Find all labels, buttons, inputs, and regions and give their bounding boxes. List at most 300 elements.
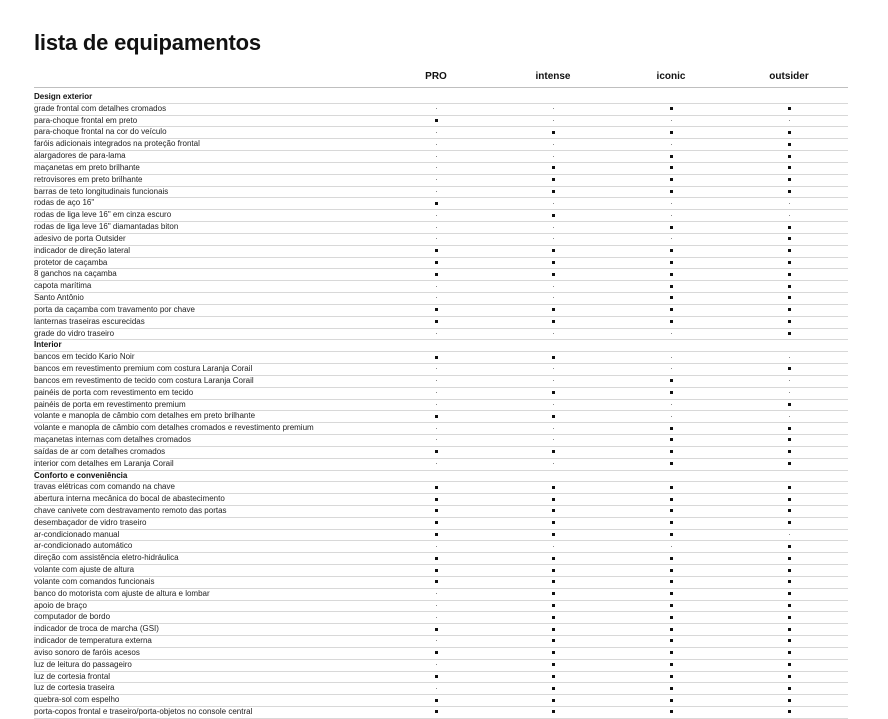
not-available-mark-icon (779, 210, 799, 221)
included-mark-icon (661, 281, 681, 292)
table-row (34, 636, 848, 648)
table-row (34, 565, 848, 577)
included-mark-icon (779, 163, 799, 174)
feature-label: indicador de temperatura externa (34, 636, 152, 646)
not-available-mark-icon (661, 329, 681, 340)
table-row (34, 435, 848, 447)
table-row (34, 695, 848, 707)
included-mark-icon (426, 648, 446, 659)
feature-label: desembaçador de vidro traseiro (34, 517, 147, 527)
column-header-outsider: outsider (769, 71, 809, 82)
included-mark-icon (543, 210, 563, 221)
not-available-mark-icon (779, 116, 799, 127)
feature-label: luz de cortesia traseira (34, 683, 115, 693)
included-mark-icon (426, 707, 446, 718)
not-available-mark-icon (426, 163, 446, 174)
included-mark-icon (661, 447, 681, 458)
included-mark-icon (426, 553, 446, 564)
included-mark-icon (426, 482, 446, 493)
table-row (34, 222, 848, 234)
section-header (34, 471, 848, 483)
table-row (34, 482, 848, 494)
included-mark-icon (661, 222, 681, 233)
included-mark-icon (661, 672, 681, 683)
feature-label: 8 ganchos na caçamba (34, 269, 117, 279)
included-mark-icon (543, 246, 563, 257)
included-mark-icon (426, 246, 446, 257)
included-mark-icon (543, 388, 563, 399)
included-mark-icon (661, 601, 681, 612)
table-row (34, 364, 848, 376)
feature-label: apoio de braço (34, 600, 87, 610)
feature-label: abertura interna mecânica do bocal de abastecimento (34, 494, 225, 504)
feature-label: luz de cortesia frontal (34, 671, 111, 681)
feature-label: volante com comandos funcionais (34, 576, 155, 586)
included-mark-icon (543, 482, 563, 493)
included-mark-icon (661, 258, 681, 269)
column-header-iconic: iconic (656, 71, 686, 82)
feature-label: computador de bordo (34, 612, 111, 622)
not-available-mark-icon (426, 151, 446, 162)
included-mark-icon (543, 127, 563, 138)
not-available-mark-icon (426, 187, 446, 198)
not-available-mark-icon (426, 435, 446, 446)
feature-label: rodas de liga leve 16" diamantadas biton (34, 222, 179, 232)
feature-label: aviso sonoro de faróis acesos (34, 647, 140, 657)
not-available-mark-icon (661, 364, 681, 375)
included-mark-icon (426, 411, 446, 422)
not-available-mark-icon (543, 423, 563, 434)
included-mark-icon (426, 305, 446, 316)
not-available-mark-icon (426, 281, 446, 292)
table-row (34, 293, 848, 305)
column-header-intense: intense (535, 71, 571, 82)
not-available-mark-icon (543, 293, 563, 304)
included-mark-icon (779, 246, 799, 257)
table-row (34, 577, 848, 589)
included-mark-icon (779, 281, 799, 292)
table-row (34, 234, 848, 246)
feature-label: bancos em tecido Kario Noir (34, 352, 135, 362)
included-mark-icon (426, 518, 446, 529)
not-available-mark-icon (426, 234, 446, 245)
table-row (34, 175, 848, 187)
not-available-mark-icon (779, 352, 799, 363)
table-row (34, 388, 848, 400)
table-row (34, 506, 848, 518)
feature-label: ar-condicionado manual (34, 529, 120, 539)
not-available-mark-icon (426, 683, 446, 694)
not-available-mark-icon (543, 435, 563, 446)
not-available-mark-icon (543, 281, 563, 292)
feature-label: banco do motorista com ajuste de altura e lombar (34, 588, 210, 598)
not-available-mark-icon (543, 364, 563, 375)
feature-label: bancos em revestimento de tecido com costura Laranja Corail (34, 375, 254, 385)
included-mark-icon (779, 423, 799, 434)
included-mark-icon (779, 317, 799, 328)
feature-label: rodas de aço 16" (34, 198, 95, 208)
included-mark-icon (779, 707, 799, 718)
table-row (34, 317, 848, 329)
not-available-mark-icon (661, 411, 681, 422)
not-available-mark-icon (779, 388, 799, 399)
included-mark-icon (543, 269, 563, 280)
not-available-mark-icon (426, 601, 446, 612)
table-row (34, 447, 848, 459)
included-mark-icon (426, 258, 446, 269)
feature-label: maçanetas internas com detalhes cromados (34, 435, 191, 445)
included-mark-icon (779, 541, 799, 552)
included-mark-icon (779, 139, 799, 150)
included-mark-icon (426, 624, 446, 635)
included-mark-icon (661, 624, 681, 635)
included-mark-icon (426, 352, 446, 363)
included-mark-icon (779, 553, 799, 564)
feature-label: saídas de ar com detalhes cromados (34, 446, 166, 456)
table-row (34, 518, 848, 530)
not-available-mark-icon (426, 364, 446, 375)
included-mark-icon (543, 683, 563, 694)
equipment-table (34, 70, 848, 719)
not-available-mark-icon (661, 352, 681, 363)
included-mark-icon (661, 683, 681, 694)
included-mark-icon (543, 695, 563, 706)
table-row (34, 151, 848, 163)
included-mark-icon (543, 707, 563, 718)
not-available-mark-icon (779, 411, 799, 422)
not-available-mark-icon (426, 139, 446, 150)
feature-label: grade frontal com detalhes cromados (34, 103, 167, 113)
included-mark-icon (426, 577, 446, 588)
not-available-mark-icon (426, 210, 446, 221)
included-mark-icon (661, 175, 681, 186)
feature-label: adesivo de porta Outsider (34, 233, 126, 243)
included-mark-icon (661, 482, 681, 493)
table-row (34, 127, 848, 139)
included-mark-icon (661, 530, 681, 541)
table-header (34, 70, 848, 88)
included-mark-icon (543, 636, 563, 647)
included-mark-icon (779, 589, 799, 600)
included-mark-icon (779, 695, 799, 706)
table-row (34, 305, 848, 317)
included-mark-icon (779, 364, 799, 375)
included-mark-icon (779, 127, 799, 138)
table-row (34, 269, 848, 281)
table-row (34, 459, 848, 471)
not-available-mark-icon (426, 104, 446, 115)
not-available-mark-icon (661, 198, 681, 209)
included-mark-icon (426, 672, 446, 683)
table-row (34, 672, 848, 684)
feature-label: maçanetas em preto brilhante (34, 162, 140, 172)
feature-label: porta-copos frontal e traseiro/porta-objetos no console central (34, 707, 253, 717)
table-row (34, 660, 848, 672)
table-row (34, 683, 848, 695)
table-row (34, 624, 848, 636)
not-available-mark-icon (426, 388, 446, 399)
table-row (34, 589, 848, 601)
included-mark-icon (779, 435, 799, 446)
table-row (34, 376, 848, 388)
not-available-mark-icon (426, 423, 446, 434)
included-mark-icon (661, 648, 681, 659)
table-row (34, 423, 848, 435)
table-row (34, 553, 848, 565)
included-mark-icon (779, 612, 799, 623)
included-mark-icon (661, 589, 681, 600)
feature-label: painéis de porta em revestimento premium (34, 399, 186, 409)
included-mark-icon (661, 695, 681, 706)
not-available-mark-icon (543, 198, 563, 209)
included-mark-icon (543, 577, 563, 588)
included-mark-icon (543, 163, 563, 174)
table-row (34, 246, 848, 258)
included-mark-icon (426, 565, 446, 576)
included-mark-icon (779, 494, 799, 505)
not-available-mark-icon (661, 541, 681, 552)
feature-label: volante com ajuste de altura (34, 565, 135, 575)
feature-label: grade do vidro traseiro (34, 328, 115, 338)
included-mark-icon (543, 553, 563, 564)
included-mark-icon (543, 530, 563, 541)
included-mark-icon (543, 624, 563, 635)
included-mark-icon (779, 459, 799, 470)
included-mark-icon (543, 411, 563, 422)
included-mark-icon (779, 175, 799, 186)
not-available-mark-icon (661, 210, 681, 221)
not-available-mark-icon (779, 198, 799, 209)
included-mark-icon (426, 447, 446, 458)
table-row (34, 104, 848, 116)
included-mark-icon (779, 447, 799, 458)
included-mark-icon (661, 376, 681, 387)
included-mark-icon (661, 553, 681, 564)
included-mark-icon (543, 317, 563, 328)
section-title: Conforto e conveniência (34, 470, 128, 480)
included-mark-icon (426, 494, 446, 505)
feature-label: quebra-sol com espelho (34, 695, 120, 705)
included-mark-icon (543, 494, 563, 505)
not-available-mark-icon (661, 139, 681, 150)
included-mark-icon (779, 187, 799, 198)
table-row (34, 139, 848, 151)
not-available-mark-icon (426, 660, 446, 671)
included-mark-icon (779, 151, 799, 162)
included-mark-icon (779, 482, 799, 493)
feature-label: capota marítima (34, 281, 92, 291)
included-mark-icon (661, 506, 681, 517)
not-available-mark-icon (661, 400, 681, 411)
included-mark-icon (779, 565, 799, 576)
not-available-mark-icon (426, 127, 446, 138)
feature-label: chave canivete com destravamento remoto das portas (34, 505, 227, 515)
feature-label: direção com assistência eletro-hidráulica (34, 553, 179, 563)
included-mark-icon (779, 222, 799, 233)
included-mark-icon (543, 612, 563, 623)
table-row (34, 352, 848, 364)
table-row (34, 411, 848, 423)
not-available-mark-icon (779, 376, 799, 387)
not-available-mark-icon (543, 139, 563, 150)
included-mark-icon (426, 116, 446, 127)
not-available-mark-icon (543, 541, 563, 552)
included-mark-icon (779, 672, 799, 683)
included-mark-icon (426, 317, 446, 328)
table-row (34, 494, 848, 506)
included-mark-icon (779, 648, 799, 659)
not-available-mark-icon (543, 116, 563, 127)
feature-label: ar-condicionado automático (34, 541, 133, 551)
included-mark-icon (779, 104, 799, 115)
included-mark-icon (426, 269, 446, 280)
included-mark-icon (426, 695, 446, 706)
feature-label: retrovisores em preto brilhante (34, 174, 143, 184)
included-mark-icon (779, 269, 799, 280)
page-title: lista de equipamentos (34, 30, 261, 55)
included-mark-icon (426, 530, 446, 541)
feature-label: lanternas traseiras escurecidas (34, 316, 145, 326)
included-mark-icon (661, 660, 681, 671)
included-mark-icon (661, 104, 681, 115)
included-mark-icon (543, 660, 563, 671)
included-mark-icon (779, 258, 799, 269)
feature-label: para-choque frontal em preto (34, 115, 138, 125)
included-mark-icon (661, 707, 681, 718)
feature-label: para-choque frontal na cor do veículo (34, 127, 167, 137)
table-row (34, 329, 848, 341)
included-mark-icon (779, 234, 799, 245)
not-available-mark-icon (543, 234, 563, 245)
included-mark-icon (543, 601, 563, 612)
table-row (34, 530, 848, 542)
feature-label: indicador de direção lateral (34, 245, 131, 255)
not-available-mark-icon (543, 400, 563, 411)
feature-label: interior com detalhes em Laranja Corail (34, 458, 174, 468)
included-mark-icon (779, 506, 799, 517)
included-mark-icon (661, 577, 681, 588)
section-title: Design exterior (34, 92, 93, 101)
not-available-mark-icon (426, 293, 446, 304)
included-mark-icon (661, 494, 681, 505)
included-mark-icon (543, 258, 563, 269)
included-mark-icon (661, 435, 681, 446)
feature-label: bancos em revestimento premium com costura Laranja Corail (34, 364, 253, 374)
not-available-mark-icon (543, 329, 563, 340)
feature-label: volante e manopla de câmbio com detalhes em preto brilhante (34, 411, 256, 421)
not-available-mark-icon (426, 541, 446, 552)
included-mark-icon (779, 305, 799, 316)
feature-label: Santo Antônio (34, 293, 84, 303)
included-mark-icon (543, 506, 563, 517)
not-available-mark-icon (426, 459, 446, 470)
feature-label: painéis de porta com revestimento em tecido (34, 387, 194, 397)
included-mark-icon (543, 589, 563, 600)
not-available-mark-icon (543, 222, 563, 233)
included-mark-icon (661, 518, 681, 529)
not-available-mark-icon (426, 612, 446, 623)
included-mark-icon (543, 447, 563, 458)
included-mark-icon (779, 293, 799, 304)
table-body (34, 92, 848, 719)
table-row (34, 210, 848, 222)
included-mark-icon (661, 163, 681, 174)
section-header (34, 340, 848, 352)
table-row (34, 116, 848, 128)
table-row (34, 648, 848, 660)
included-mark-icon (661, 305, 681, 316)
not-available-mark-icon (661, 234, 681, 245)
not-available-mark-icon (426, 400, 446, 411)
included-mark-icon (779, 660, 799, 671)
included-mark-icon (543, 518, 563, 529)
included-mark-icon (661, 612, 681, 623)
column-header-pro: PRO (425, 71, 447, 82)
included-mark-icon (661, 293, 681, 304)
included-mark-icon (661, 388, 681, 399)
feature-label: luz de leitura do passageiro (34, 659, 132, 669)
not-available-mark-icon (426, 222, 446, 233)
section-header (34, 92, 848, 104)
included-mark-icon (661, 317, 681, 328)
feature-label: rodas de liga leve 16" em cinza escuro (34, 210, 172, 220)
table-row (34, 163, 848, 175)
feature-label: porta da caçamba com travamento por chave (34, 304, 195, 314)
included-mark-icon (661, 459, 681, 470)
table-row (34, 187, 848, 199)
feature-label: volante e manopla de câmbio com detalhes cromados e revestimento premium (34, 423, 314, 433)
included-mark-icon (426, 506, 446, 517)
not-available-mark-icon (543, 104, 563, 115)
included-mark-icon (661, 423, 681, 434)
not-available-mark-icon (661, 116, 681, 127)
table-row (34, 258, 848, 270)
included-mark-icon (661, 246, 681, 257)
included-mark-icon (779, 400, 799, 411)
included-mark-icon (661, 269, 681, 280)
included-mark-icon (543, 352, 563, 363)
not-available-mark-icon (543, 151, 563, 162)
table-row (34, 601, 848, 613)
section-title: Interior (34, 340, 62, 350)
table-row (34, 541, 848, 553)
included-mark-icon (779, 329, 799, 340)
included-mark-icon (661, 636, 681, 647)
included-mark-icon (426, 198, 446, 209)
table-row (34, 612, 848, 624)
included-mark-icon (661, 127, 681, 138)
not-available-mark-icon (426, 329, 446, 340)
included-mark-icon (779, 601, 799, 612)
included-mark-icon (661, 187, 681, 198)
included-mark-icon (779, 518, 799, 529)
feature-label: travas elétricas com comando na chave (34, 482, 175, 492)
not-available-mark-icon (779, 530, 799, 541)
table-row (34, 707, 848, 719)
feature-label: barras de teto longitudinais funcionais (34, 186, 169, 196)
included-mark-icon (543, 187, 563, 198)
not-available-mark-icon (426, 376, 446, 387)
feature-label: indicador de troca de marcha (GSI) (34, 624, 159, 634)
table-row (34, 198, 848, 210)
not-available-mark-icon (426, 175, 446, 186)
feature-label: alargadores de para-lama (34, 151, 126, 161)
not-available-mark-icon (543, 459, 563, 470)
feature-label: faróis adicionais integrados na proteção frontal (34, 139, 200, 149)
not-available-mark-icon (426, 636, 446, 647)
included-mark-icon (543, 305, 563, 316)
included-mark-icon (779, 577, 799, 588)
